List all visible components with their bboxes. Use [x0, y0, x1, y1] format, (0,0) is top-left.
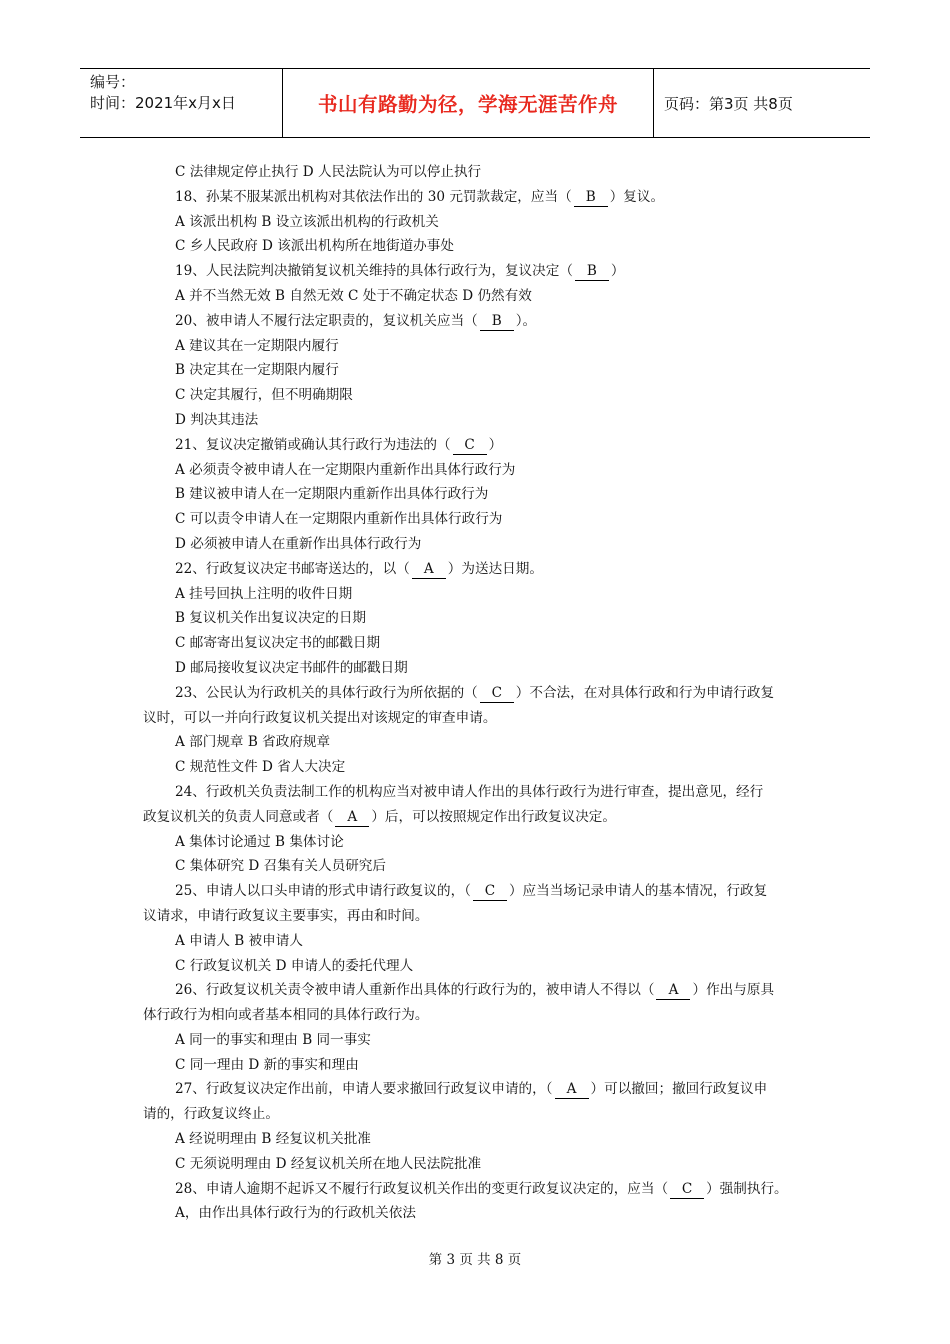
header-motto: 书山有路勤为径，学海无涯苦作舟: [283, 69, 654, 137]
question-27: 27、行政复议决定作出前，申请人要求撤回行政复议申请的，（ A ）可以撤回；撤回行政复议申: [175, 1081, 768, 1098]
question-22: 22、行政复议决定书邮寄送达的，以（ A ）为送达日期。: [175, 560, 543, 577]
answer-blank: A: [412, 561, 446, 579]
time-label: 时间：2021年x月x日: [90, 94, 236, 112]
question-28: 28、申请人逾期不起诉又不履行行政复议机关作出的变更行政复议决定的，应当（ C ）强制执行。: [175, 1180, 788, 1197]
question-25: 25、申请人以口头申请的形式申请行政复议的，（ C ）应当当场记录申请人的基本情况，行政复: [175, 883, 768, 900]
number-label: 编号：: [90, 73, 136, 91]
page-footer: 第 3 页 共 8 页: [428, 1252, 522, 1268]
question-continuation: 政复议机关的负责人同意或者（ A ）后，可以按照规定作出行政复议决定。: [143, 808, 616, 825]
option-line: A 申请人 B 被申请人: [175, 932, 303, 949]
answer-blank: B: [575, 263, 609, 281]
option-line: A 建议其在一定期限内履行: [175, 337, 339, 354]
question-continuation: 体行政行为相向或者基本相同的具体行政行为。: [143, 1007, 429, 1024]
option-line: B 决定其在一定期限内履行: [175, 362, 339, 379]
option-line: A 挂号回执上注明的收件日期: [175, 585, 353, 602]
question-24: 24、行政机关负责法制工作的机构应当对被申请人作出的具体行政行为进行审查，提出意见，经行: [175, 783, 764, 800]
question-19: 19、人民法院判决撤销复议机关维持的具体行政行为，复议决定（ B ）: [175, 263, 625, 280]
option-line: D 邮局接收复议决定书邮件的邮戳日期: [175, 659, 408, 676]
question-continuation: 请的，行政复议终止。: [143, 1106, 279, 1123]
option-line: A 部门规章 B 省政府规章: [175, 734, 331, 751]
answer-blank: C: [453, 437, 487, 455]
header-meta: [80, 69, 283, 137]
option-line: C 无须说明理由 D 经复议机关所在地人民法院批准: [175, 1155, 482, 1172]
option-line: A 该派出机构 B 设立该派出机构的行政机关: [175, 213, 439, 230]
option-line: C 行政复议机关 D 申请人的委托代理人: [175, 957, 414, 974]
question-18: 18、孙某不服某派出机构对其依法作出的 30 元罚款裁定，应当（ B ）复议。: [175, 188, 665, 205]
question-20: 20、被申请人不履行法定职责的，复议机关应当（ B ）。: [175, 312, 537, 329]
option-line: A，由作出具体行政行为的行政机关依法: [175, 1205, 416, 1222]
answer-blank: C: [670, 1181, 704, 1199]
option-line: A 同一的事实和理由 B 同一事实: [175, 1031, 371, 1048]
page-header: [80, 68, 870, 138]
answer-blank: B: [574, 189, 608, 207]
answer-blank: A: [335, 809, 369, 827]
option-line: A 必须责令被申请人在一定期限内重新作出具体行政行为: [175, 461, 516, 478]
question-continuation: 议请求，申请行政复议主要事实，再由和时间。: [143, 907, 429, 924]
option-line: C 集体研究 D 召集有关人员研究后: [175, 858, 386, 875]
answer-blank: C: [473, 883, 507, 901]
option-line: D 必须被申请人在重新作出具体行政行为: [175, 535, 422, 552]
answer-blank: A: [555, 1081, 589, 1099]
option-line: D 判决其违法: [175, 411, 259, 428]
header-page-label: 页码：第3页 共8页: [664, 94, 793, 113]
option-line: C 邮寄寄出复议决定书的邮戳日期: [175, 635, 381, 652]
answer-blank: A: [656, 982, 690, 1000]
question-21: 21、复议决定撤销或确认其行政行为违法的（ C ）: [175, 436, 503, 453]
document-body: [143, 160, 815, 1226]
option-line: C 决定其履行，但不明确期限: [175, 387, 353, 404]
option-line: A 并不当然无效 B 自然无效 C 处于不确定状态 D 仍然有效: [175, 287, 532, 304]
answer-blank: C: [480, 685, 514, 703]
option-line: B 建议被申请人在一定期限内重新作出具体行政行为: [175, 486, 489, 503]
option-line: C 可以责令申请人在一定期限内重新作出具体行政行为: [175, 511, 503, 528]
question-23: 23、公民认为行政机关的具体行政行为所依据的（ C ）不合法，在对具体行政和行为申请行政复: [175, 684, 775, 701]
option-line: A 集体讨论通过 B 集体讨论: [175, 833, 344, 850]
option-line: C 法律规定停止执行 D 人民法院认为可以停止执行: [175, 164, 482, 180]
option-line: C 同一理由 D 新的事实和理由: [175, 1056, 359, 1073]
answer-blank: B: [480, 313, 514, 331]
option-line: A 经说明理由 B 经复议机关批准: [175, 1131, 371, 1148]
question-26: 26、行政复议机关责令被申请人重新作出具体的行政行为的，被申请人不得以（ A ）作出与原具: [175, 982, 775, 999]
option-line: C 乡人民政府 D 该派出机构所在地街道办事处: [175, 238, 454, 255]
option-line: C 规范性文件 D 省人大决定: [175, 759, 346, 776]
question-continuation: 议时，可以一并向行政复议机关提出对该规定的审查申请。: [143, 709, 497, 726]
option-line: B 复议机关作出复议决定的日期: [175, 610, 367, 627]
